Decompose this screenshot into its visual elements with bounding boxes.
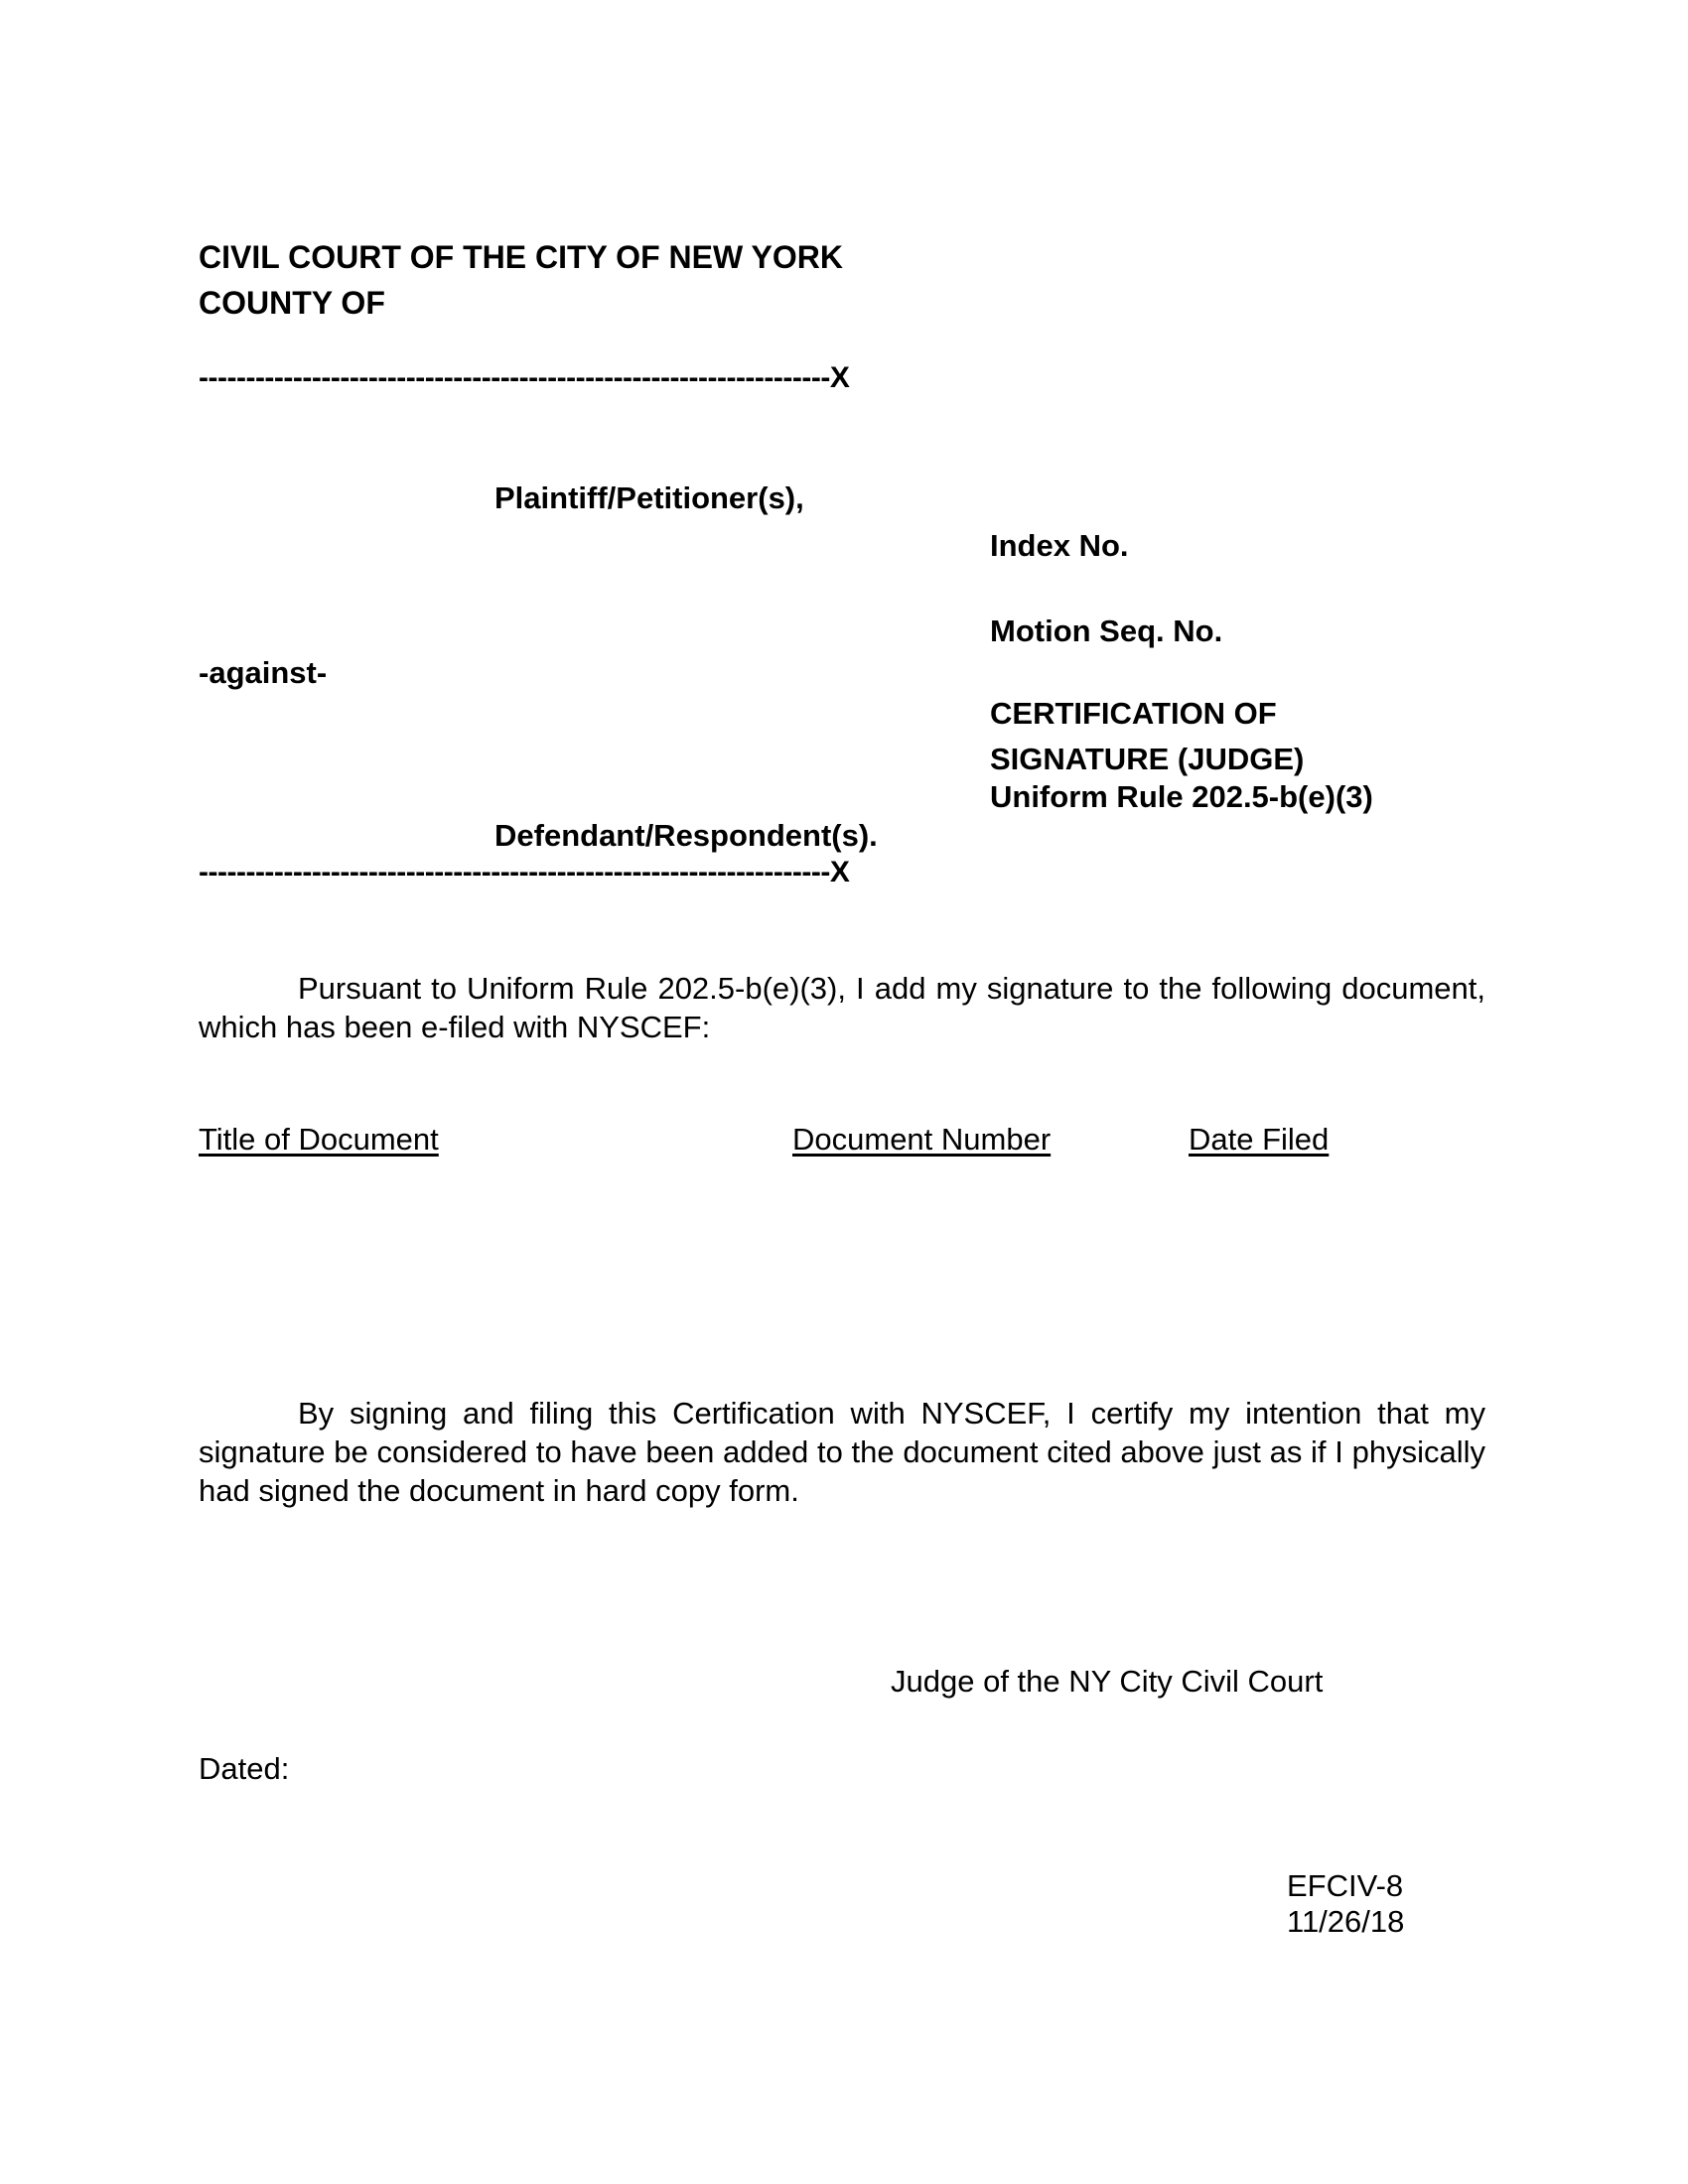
column-header-document-number: Document Number — [792, 1122, 1052, 1157]
plaintiff-label: Plaintiff/Petitioner(s), — [494, 480, 804, 515]
judge-signature-label: Judge of the NY City Civil Court — [891, 1664, 1324, 1699]
certification-title-line1: CERTIFICATION OF — [990, 696, 1277, 731]
pursuant-paragraph-text: Pursuant to Uniform Rule 202.5-b(e)(3), I add my signature to the following document, which has been e-filed with NYSCEF: — [199, 971, 1485, 1044]
caption-top-rule: -------------------------------------------------------------------X — [199, 361, 850, 394]
column-header-title: Title of Document — [199, 1122, 439, 1157]
certification-title-line2: SIGNATURE (JUDGE) — [990, 742, 1305, 776]
certification-paragraph-text: By signing and filing this Certification with NYSCEF, I certify my intention that my signature be considered to have been added to the document cited above just as if I physically had signed the document in hard copy form. — [199, 1396, 1485, 1508]
form-identifier — [1287, 1868, 1404, 1940]
against-label: -against- — [199, 655, 328, 690]
court-county-line: COUNTY OF — [199, 285, 385, 321]
certification-paragraph — [199, 1394, 1485, 1510]
court-name — [199, 234, 843, 326]
court-name-line1: CIVIL COURT OF THE CITY OF NEW YORK — [199, 239, 843, 275]
form-code: EFCIV-8 — [1287, 1868, 1404, 1903]
certification-title — [990, 691, 1304, 782]
form-revision-date: 11/26/18 — [1287, 1904, 1405, 1939]
caption-bottom-rule: -------------------------------------------------------------------X — [199, 856, 850, 888]
defendant-label: Defendant/Respondent(s). — [494, 818, 878, 853]
uniform-rule-label: Uniform Rule 202.5-b(e)(3) — [990, 779, 1373, 814]
column-header-date-filed: Date Filed — [1189, 1122, 1330, 1157]
dated-label: Dated: — [199, 1751, 290, 1786]
index-number-label: Index No. — [990, 528, 1129, 563]
pursuant-paragraph — [199, 969, 1485, 1046]
motion-seq-label: Motion Seq. No. — [990, 614, 1223, 648]
